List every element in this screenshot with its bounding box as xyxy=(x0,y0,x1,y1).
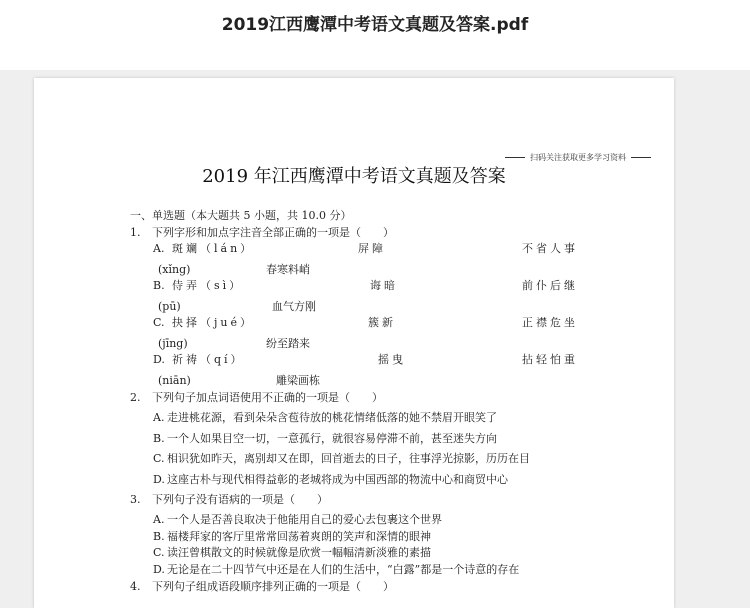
option-label: D. xyxy=(153,563,165,576)
viewer-toolbar xyxy=(0,0,750,70)
q1-option-d-label: D. xyxy=(153,353,165,366)
option-text: 福楼拜家的客厅里常常回荡着爽朗的笑声和深情的眼神 xyxy=(167,530,431,543)
question-stem: 下列句子没有语病的一项是（ ） xyxy=(152,493,328,506)
q3-option-c xyxy=(153,546,431,559)
q2-option-b xyxy=(153,432,497,445)
q1-option-a-word-3: 不省人事 xyxy=(522,242,578,255)
q1-option-b-pinyin: (pū) xyxy=(158,300,181,313)
option-text: 走进桃花源，看到朵朵含苞待放的桃花情绪低落的她不禁眉开眼笑了 xyxy=(167,411,497,424)
option-text: 这座古朴与现代相得益彰的老城将成为中国西部的物流中心和商贸中心 xyxy=(167,473,508,486)
q1-option-d-pinyin: (niān) xyxy=(158,374,191,387)
q2-option-a xyxy=(153,411,497,424)
section-heading: 一、单选题（本大题共 5 小题，共 10.0 分） xyxy=(130,209,352,222)
q1-option-b-word-4: 血气方刚 xyxy=(272,300,316,313)
q1-option-c-pinyin: (jīng) xyxy=(158,337,188,350)
q2-option-c xyxy=(153,452,530,465)
option-label: A. xyxy=(153,513,165,526)
option-label: C. xyxy=(153,546,165,559)
q1-option-b-word-1: 侍弄（sì） xyxy=(172,279,244,292)
promo-left-rule xyxy=(505,157,525,158)
q1-option-b-label: B. xyxy=(153,279,165,292)
option-label: A. xyxy=(153,411,165,424)
document-title: 2019 年江西鹰潭中考语文真题及答案 xyxy=(202,166,506,187)
promo-right-rule xyxy=(631,157,651,158)
option-label: D. xyxy=(153,473,165,486)
q1-option-b-word-3: 前仆后继 xyxy=(522,279,578,292)
option-text: 无论是在二十四节气中还是在人们的生活中，“白露”都是一个诗意的存在 xyxy=(167,563,520,576)
q1-option-d-word-3: 拈轻怕重 xyxy=(522,353,578,366)
q1-option-c-label: C. xyxy=(153,316,165,329)
q1-option-d-word-2: 摇曳 xyxy=(378,353,406,366)
q1-option-a-label: A. xyxy=(153,242,165,255)
q1-option-d-word-4: 雕梁画栋 xyxy=(276,374,320,387)
question-stem: 下列字形和加点字注音全部正确的一项是（ ） xyxy=(152,226,394,239)
option-text: 一个人如果目空一切，一意孤行，就很容易停滞不前，甚至迷失方向 xyxy=(167,432,497,445)
question-number: 1. xyxy=(130,226,141,239)
q1-option-c-word-4: 纷至踏来 xyxy=(266,337,310,350)
question-3 xyxy=(130,493,328,506)
document-page xyxy=(34,78,674,608)
q1-option-d-word-1: 祈祷（qí） xyxy=(172,353,245,366)
q1-option-a-pinyin: (xǐng) xyxy=(158,263,191,276)
q1-option-c-word-3: 正襟危坐 xyxy=(522,316,578,329)
q3-option-a xyxy=(153,513,442,526)
option-text: 一个人是否善良取决于他能用自己的爱心去包裹这个世界 xyxy=(167,513,442,526)
option-text: 读汪曾棋散文的时候就像是欣赏一幅幅清新淡雅的素描 xyxy=(167,546,431,559)
q1-option-b-word-2: 诲暗 xyxy=(370,279,398,292)
q2-option-d xyxy=(153,473,508,486)
promo-text: 扫码关注获取更多学习资料 xyxy=(530,153,626,162)
q1-option-c-word-2: 簇新 xyxy=(368,316,396,329)
option-text: 相识犹如昨天，离别却又在即，回首逝去的日子，往事浮光掠影，历历在目 xyxy=(167,452,530,465)
question-1 xyxy=(130,226,394,239)
q1-option-a-word-2: 屏障 xyxy=(358,242,386,255)
question-number: 4. xyxy=(130,580,141,593)
file-title: 2019江西鹰潭中考语文真题及答案.pdf xyxy=(221,15,529,35)
question-number: 3. xyxy=(130,493,141,506)
question-stem: 下列句子组成语段顺序排列正确的一项是（ ） xyxy=(152,580,394,593)
question-2 xyxy=(130,391,383,404)
question-4 xyxy=(130,580,394,593)
question-stem: 下列句子加点词语使用不正确的一项是（ ） xyxy=(152,391,383,404)
q3-option-d xyxy=(153,563,519,576)
option-label: C. xyxy=(153,452,165,465)
option-label: B. xyxy=(153,530,165,543)
q1-option-a-word-1: 斑斓（lán） xyxy=(172,242,255,255)
q3-option-b xyxy=(153,530,431,543)
q1-option-c-word-1: 抉择（jué） xyxy=(172,316,255,329)
option-label: B. xyxy=(153,432,165,445)
q1-option-a-word-4: 春寒料峭 xyxy=(266,263,310,276)
question-number: 2. xyxy=(130,391,141,404)
